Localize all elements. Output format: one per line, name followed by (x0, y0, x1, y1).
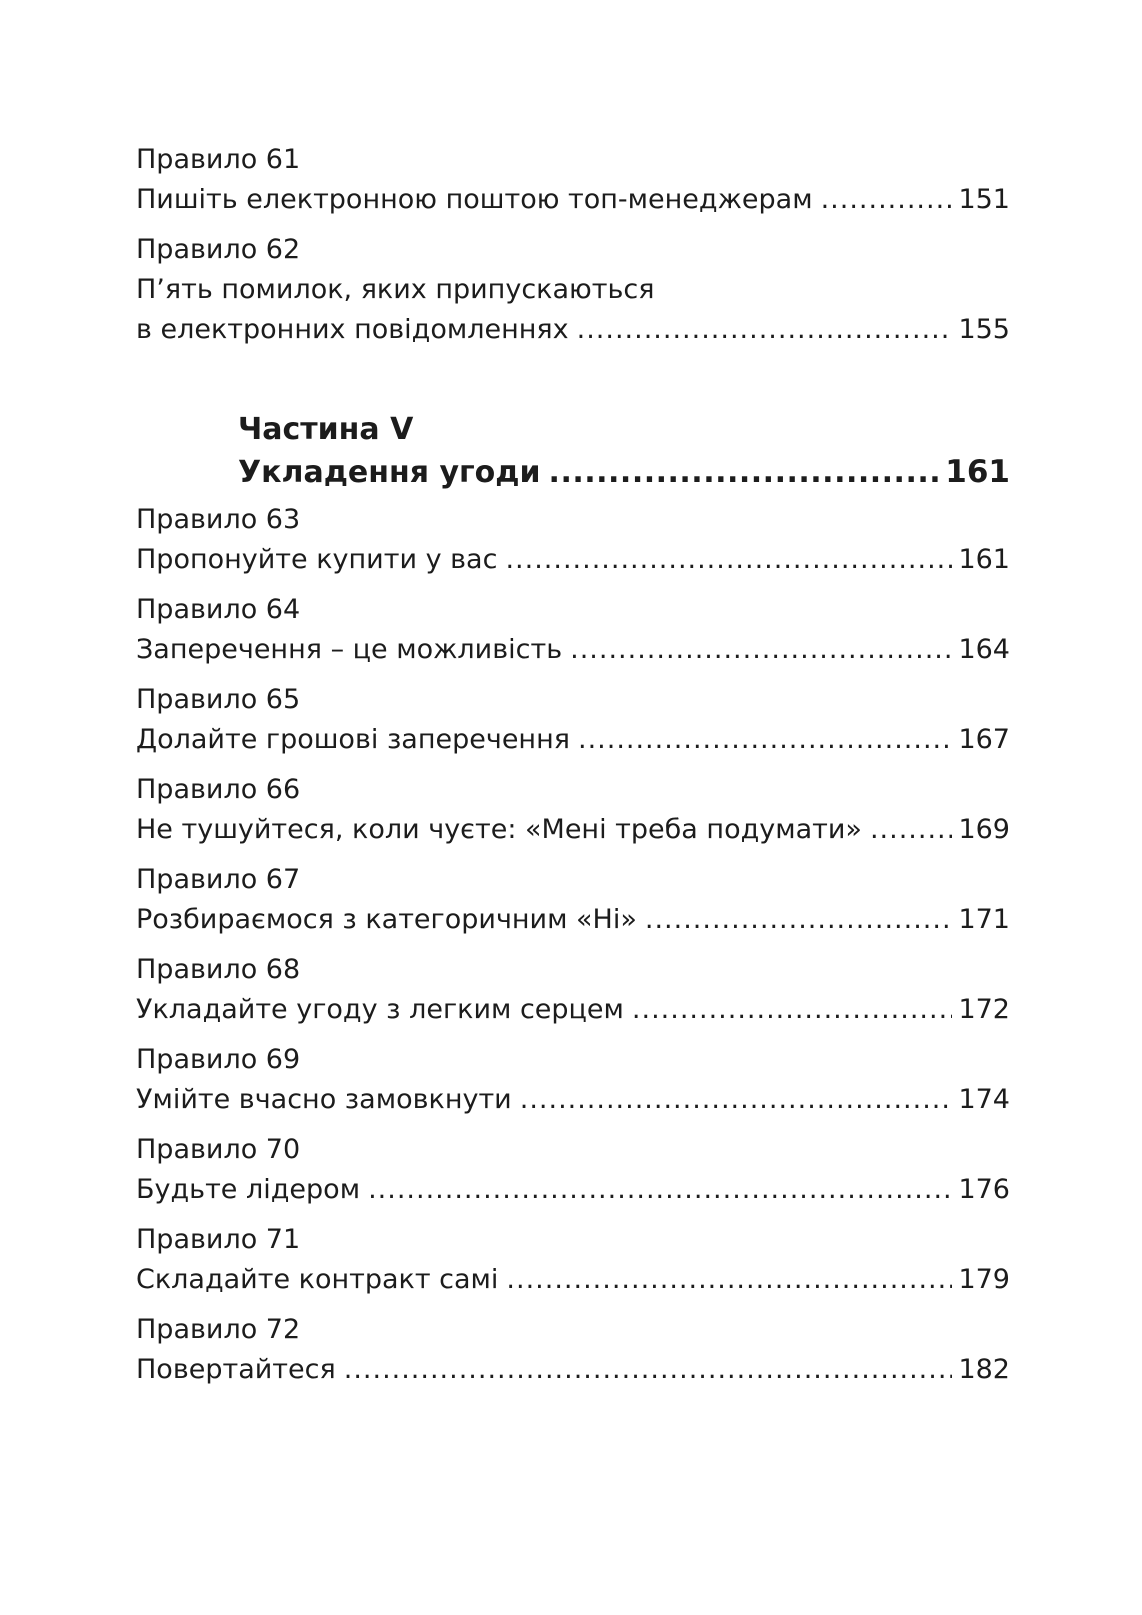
dot-leader (549, 452, 944, 494)
rule-number: Правило 72 (136, 1314, 301, 1345)
toc-entry-line (136, 810, 1010, 850)
toc-entry-rule-64 (136, 590, 1010, 670)
rule-title: Заперечення – це можливість (136, 634, 563, 665)
part-label: Частина V (238, 412, 414, 447)
rule-title: Пропонуйте купити у вас (136, 544, 498, 575)
dot-leader (506, 1260, 952, 1300)
dot-leader (368, 1170, 952, 1210)
page-number: 182 (958, 1354, 1010, 1385)
rule-title-line: П’ять помилок, яких припускаються (136, 274, 655, 305)
dot-leader (505, 540, 952, 580)
toc-entry-rule-70 (136, 1130, 1010, 1210)
rule-title: Складайте контракт самі (136, 1264, 499, 1295)
rule-title: Повертайтеся (136, 1354, 336, 1385)
rule-title: Умійте вчасно замовкнути (136, 1084, 512, 1115)
toc-entry-line (136, 310, 1010, 350)
dot-leader (577, 310, 953, 350)
toc-entry-line (136, 1170, 1010, 1210)
toc-entry-line (136, 720, 1010, 760)
page-number: 167 (958, 724, 1010, 755)
toc-entry-rule-66 (136, 770, 1010, 850)
toc-entry-line (136, 540, 1010, 580)
rule-title: Долайте грошові заперечення (136, 724, 570, 755)
rule-number: Правило 64 (136, 594, 301, 625)
rule-number: Правило 71 (136, 1224, 301, 1255)
toc-entry-rule-61 (136, 140, 1010, 220)
toc-entry-rule-63 (136, 500, 1010, 580)
toc-entry-line (136, 1080, 1010, 1120)
toc-entry-rule-72 (136, 1310, 1010, 1390)
toc-entry-rule-65 (136, 680, 1010, 760)
page-number: 161 (945, 454, 1010, 490)
rule-number: Правило 65 (136, 684, 301, 715)
rule-number: Правило 62 (136, 234, 301, 265)
toc-entry-line (136, 1350, 1010, 1390)
toc-part-heading (238, 409, 1010, 493)
dot-leader (632, 990, 953, 1030)
rule-number: Правило 61 (136, 144, 301, 175)
page-number: 151 (958, 184, 1010, 215)
rule-title: Будьте лідером (136, 1174, 361, 1205)
rule-number: Правило 66 (136, 774, 301, 805)
dot-leader (645, 900, 953, 940)
dot-leader (821, 180, 953, 220)
toc-entry-rule-62 (136, 230, 1010, 350)
dot-leader (578, 720, 952, 760)
rule-number: Правило 63 (136, 504, 301, 535)
part-title-line (238, 451, 1010, 493)
page-number: 179 (958, 1264, 1010, 1295)
rule-number: Правило 70 (136, 1134, 301, 1165)
toc-entry-rule-68 (136, 950, 1010, 1030)
toc-entry-line (136, 630, 1010, 670)
page-number: 169 (958, 814, 1010, 845)
toc-entry-line (136, 1260, 1010, 1300)
toc-entry-rule-67 (136, 860, 1010, 940)
toc-entry-rule-69 (136, 1040, 1010, 1120)
page-number: 161 (958, 544, 1010, 575)
toc-entry-rule-71 (136, 1220, 1010, 1300)
page-number: 176 (958, 1174, 1010, 1205)
page-number: 172 (958, 994, 1010, 1025)
page-number: 155 (958, 314, 1010, 345)
page-number: 164 (958, 634, 1010, 665)
rule-title: в електронних повідомленнях (136, 314, 569, 345)
page-number: 171 (958, 904, 1010, 935)
page-number: 174 (958, 1084, 1010, 1115)
rule-title: Укладайте угоду з легким серцем (136, 994, 624, 1025)
toc-entry-line (136, 900, 1010, 940)
rule-number: Правило 67 (136, 864, 301, 895)
rule-number: Правило 69 (136, 1044, 301, 1075)
toc-entry-line (136, 180, 1010, 220)
dot-leader (344, 1350, 953, 1390)
dot-leader (570, 630, 952, 670)
toc-entry-line (136, 990, 1010, 1030)
rule-number: Правило 68 (136, 954, 301, 985)
rule-title: Пишіть електронною поштою топ-менеджерам (136, 184, 813, 215)
part-title: Укладення угоди (238, 455, 541, 490)
rule-title: Розбираємося з категоричним «Ні» (136, 904, 637, 935)
dot-leader (870, 810, 952, 850)
rule-title: Не тушуйтеся, коли чуєте: «Мені треба подумати» (136, 814, 862, 845)
dot-leader (520, 1080, 953, 1120)
